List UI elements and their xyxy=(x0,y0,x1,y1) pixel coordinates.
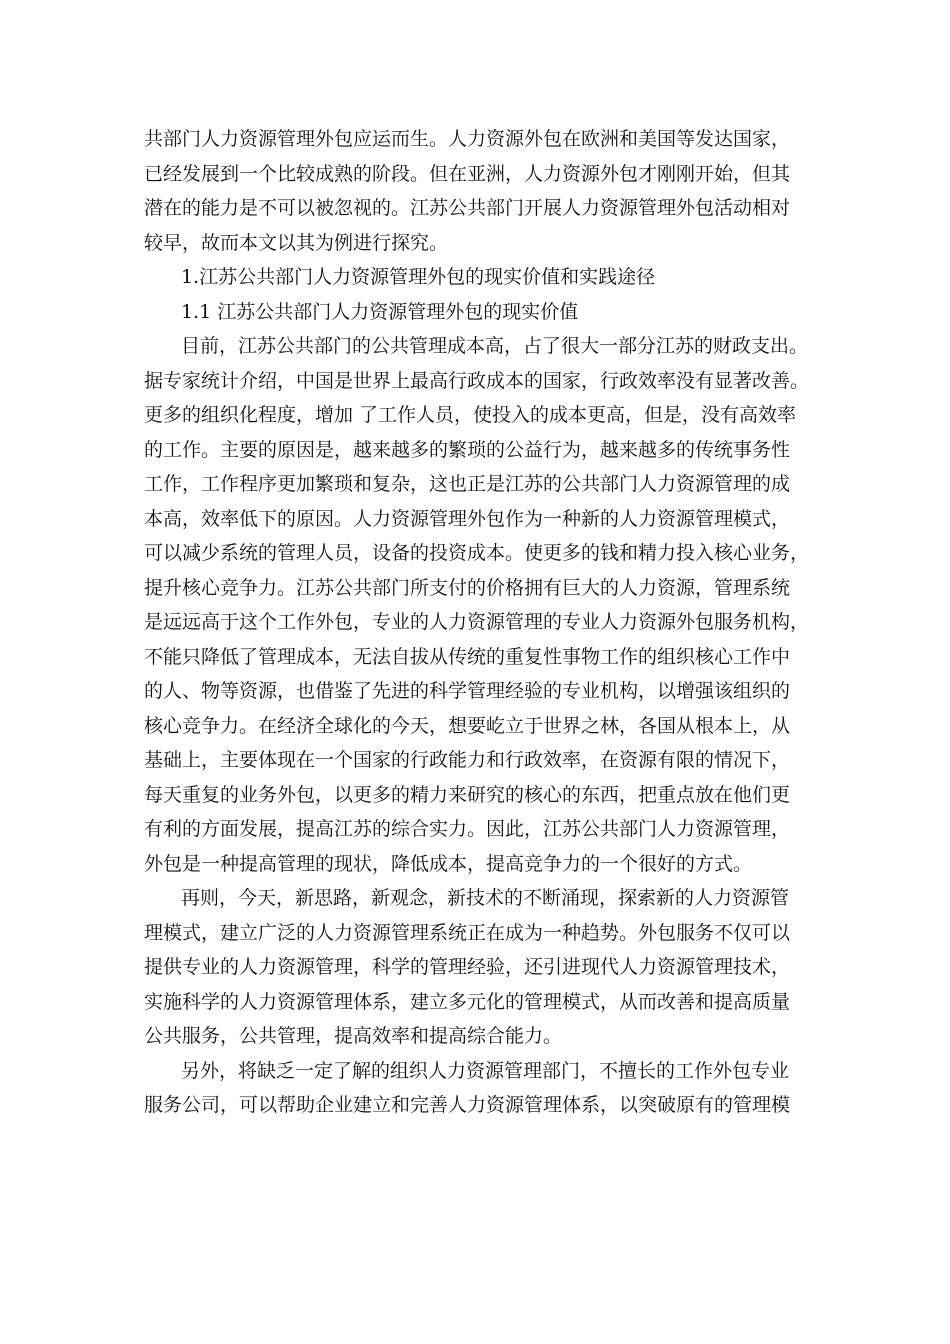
text-line: 外包是一种提高管理的现状，降低成本，提高竞争力的一个很好的方式。 xyxy=(144,852,753,875)
text-line: 有利的方面发展，提高江苏的综合实力。因此，江苏公共部门人力资源管理， xyxy=(144,818,791,840)
text-line: 再则，今天，新思路，新观念，新技术的不断涌现，探索新的人力资源管 xyxy=(181,887,790,909)
text-line: 的工作。主要的原因是，越来越多的繁琐的公益行为，越来越多的传统事务性 xyxy=(144,438,791,461)
text-line: 公共服务，公共管理，提高效率和提高综合能力。 xyxy=(144,1025,563,1047)
text-line: 已经发展到一个比较成熟的阶段。但在亚洲，人力资源外包才刚刚开始，但其 xyxy=(144,162,791,185)
text-line: 可以减少系统的管理人员，设备的投资成本。使更多的钱和精力投入核心业务， xyxy=(144,542,810,564)
text-line: 更多的组织化程度，增加 了工作人员，使投入的成本更高，但是，没有高效率 xyxy=(144,404,797,426)
text-line: 1.1 江苏公共部门人力资源管理外包的现实价值 xyxy=(181,300,579,323)
text-line: 潜在的能力是不可以被忽视的。江苏公共部门开展人力资源管理外包活动相对 xyxy=(144,197,791,219)
text-line: 不能只降低了管理成本，无法自拔从传统的重复性事物工作的组织核心工作中 xyxy=(144,645,791,668)
text-line: 目前，江苏公共部门的公共管理成本高，占了很大一部分江苏的财政支出。 xyxy=(181,335,809,357)
text-line: 核心竞争力。在经济全球化的今天，想要屹立于世界之林，各国从根本上，从 xyxy=(144,714,791,737)
document-body xyxy=(144,122,824,1123)
text-line: 提升核心竞争力。江苏公共部门所支付的价格拥有巨大的人力资源，管理系统 xyxy=(144,576,791,599)
text-line: 共部门人力资源管理外包应运而生。人力资源外包在欧洲和美国等发达国家， xyxy=(144,128,791,150)
text-line: 理模式，建立广泛的人力资源管理系统正在成为一种趋势。外包服务不仅可以 xyxy=(144,921,791,944)
text-line: 1.江苏公共部门人力资源管理外包的现实价值和实践途径 xyxy=(181,266,656,288)
text-line: 提供专业的人力资源管理，科学的管理经验，还引进现代人力资源管理技术， xyxy=(144,956,791,978)
text-line: 的人、物等资源，也借鉴了先进的科学管理经验的专业机构，以增强该组织的 xyxy=(144,680,791,702)
text-line: 服务公司，可以帮助企业建立和完善人力资源管理体系，以突破原有的管理模 xyxy=(144,1094,791,1116)
text-line: 较早，故而本文以其为例进行探究。 xyxy=(144,231,449,254)
text-line: 每天重复的业务外包，以更多的精力来研究的核心的东西，把重点放在他们更 xyxy=(144,783,791,806)
text-line: 基础上，主要体现在一个国家的行政能力和行政效率，在资源有限的情况下， xyxy=(144,749,791,771)
text-line: 是远远高于这个工作外包，专业的人力资源管理的专业人力资源外包服务机构， xyxy=(144,611,810,633)
text-line: 工作，工作程序更加繁琐和复杂，这也正是江苏的公共部门人力资源管理的成 xyxy=(144,473,791,495)
text-line: 本高，效率低下的原因。人力资源管理外包作为一种新的人力资源管理模式， xyxy=(144,507,791,530)
text-line: 另外，将缺乏一定了解的组织人力资源管理部门，不擅长的工作外包专业 xyxy=(181,1059,790,1082)
text-line: 实施科学的人力资源管理体系，建立多元化的管理模式，从而改善和提高质量 xyxy=(144,990,791,1013)
text-line: 据专家统计介绍，中国是世界上最高行政成本的国家，行政效率没有显著改善。 xyxy=(144,369,810,392)
